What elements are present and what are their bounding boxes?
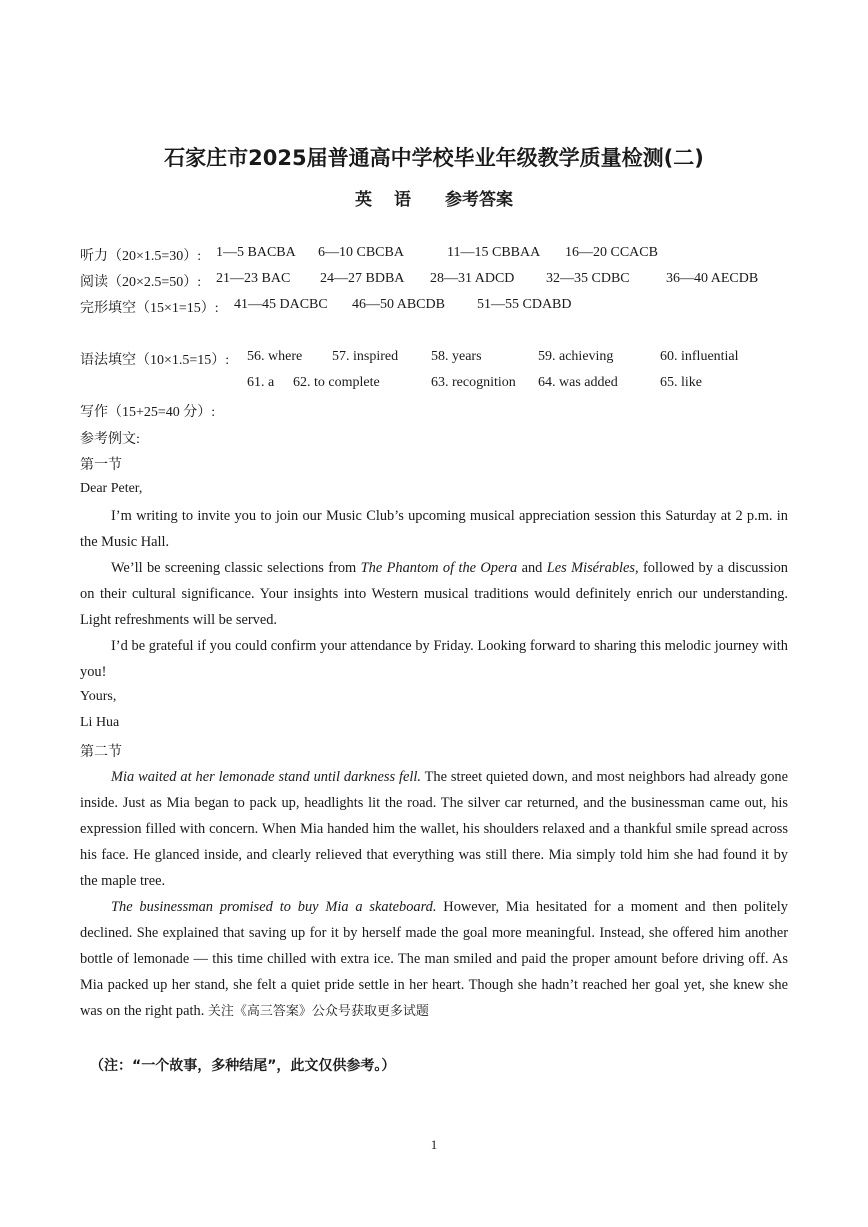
story-lead-sentence: The businessman promised to buy Mia a skateboard. (111, 899, 437, 915)
reading-answer: 21—23 BAC (216, 271, 291, 286)
section-2-heading: 第二节 (80, 745, 122, 760)
listening-answer: 6—10 CBCBA (318, 245, 404, 260)
letter-paragraph (80, 555, 788, 633)
letter-greeting: Dear Peter, (80, 481, 143, 496)
story-text: However, Mia hesitated for a moment and then politely declined. She explained that saving up for it by herself made the goal more meaningful. Instead, she offered him another bottle of lemonade — this time chilled with extra ice. The man smiled and paid the proper amount before driving off. As Mia packed up her stand, she felt a quiet pride settle in her heart. Though she hadn’t reached her goal yet, she knew she was on the right path. (80, 899, 788, 1019)
letter-paragraph: I’d be grateful if you could confirm your attendance by Friday. Looking forward to sharing this melodic journey with you! (80, 638, 788, 680)
page-title: 石家庄市2025届普通高中学校毕业年级教学质量检测(二) (164, 146, 704, 170)
writing-label: 写作（15+25=40 分）: (80, 405, 216, 420)
cloze-answer: 51—55 CDABD (477, 297, 572, 312)
listening-answer: 16—20 CCACB (565, 245, 658, 260)
reading-answer: 28—31 ADCD (430, 271, 515, 286)
grammar-answer: 60. influential (660, 349, 739, 364)
page-subtitle (0, 185, 868, 210)
grammar-answer: 59. achieving (538, 349, 614, 364)
listening-answer: 1—5 BACBA (216, 245, 296, 260)
subject-char-2: 语 (394, 190, 411, 210)
subject-char-1: 英 (355, 190, 372, 210)
story-text: The street quieted down, and most neighbors had already gone inside. Just as Mia began to pack up, headlights lit the road. The silver car returned, and the businessman came out, his expression filled with concern. When Mia handed him the wallet, his shoulders relaxed and a thankful smile spread across his face. He glanced inside, and clearly relieved that everything was still there. Mia simply told him she had found it by the maple tree. (80, 769, 788, 889)
cloze-label: 完形填空（15×1=15）: (80, 301, 219, 316)
page-number: 1 (430, 1137, 438, 1152)
grammar-answer: 56. where (247, 349, 303, 364)
letter-paragraph: I’m writing to invite you to join our Music Club’s upcoming musical appreciation session this Saturday at 2 p.m. in the Music Hall. (80, 508, 788, 550)
letter-closing: Yours, (80, 689, 117, 704)
letter-text: We’ll be screening classic selections from (111, 560, 361, 576)
grammar-answer: 57. inspired (332, 349, 399, 364)
grammar-answer: 64. was added (538, 375, 618, 390)
story-paragraph (80, 894, 788, 1025)
reading-answer: 36—40 AECDB (666, 271, 759, 286)
grammar-answer: 65. like (660, 375, 702, 390)
grammar-label: 语法填空（10×1.5=15）: (80, 353, 230, 368)
grammar-answer: 58. years (431, 349, 482, 364)
watermark-text: 关注《高三答案》公众号获取更多试题 (207, 1004, 429, 1019)
reading-answer: 32—35 CDBC (546, 271, 630, 286)
grammar-answer: 61. a (247, 375, 275, 390)
listening-answer: 11—15 CBBAA (447, 245, 541, 260)
letter-signature: Li Hua (80, 715, 120, 730)
section-1-heading: 第一节 (80, 458, 122, 473)
grammar-answer: 63. recognition (431, 375, 516, 390)
answer-key-label: 参考答案 (445, 190, 513, 210)
musical-title: The Phantom of the Opera (360, 560, 518, 576)
cloze-answer: 41—45 DACBC (234, 297, 328, 312)
footnote: （注：“一个故事，多种结尾”，此文仅供参考。） (90, 1058, 396, 1074)
sample-label: 参考例文: (80, 432, 140, 447)
letter-text: , followed by a discussion on their cultural significance. Your insights into Western musical traditions would definitely enrich our understanding. Light refreshments will be served. (80, 560, 788, 628)
story-paragraph (80, 764, 788, 894)
reading-answer: 24—27 BDBA (320, 271, 405, 286)
grammar-answer: 62. to complete (293, 375, 380, 390)
letter-text: and (517, 560, 547, 576)
listening-label: 听力（20×1.5=30）: (80, 249, 202, 264)
cloze-answer: 46—50 ABCDB (352, 297, 445, 312)
musical-title: Les Misérables (546, 560, 636, 576)
story-lead-sentence: Mia waited at her lemonade stand until darkness fell. (111, 769, 421, 785)
reading-label: 阅读（20×2.5=50）: (80, 275, 202, 290)
